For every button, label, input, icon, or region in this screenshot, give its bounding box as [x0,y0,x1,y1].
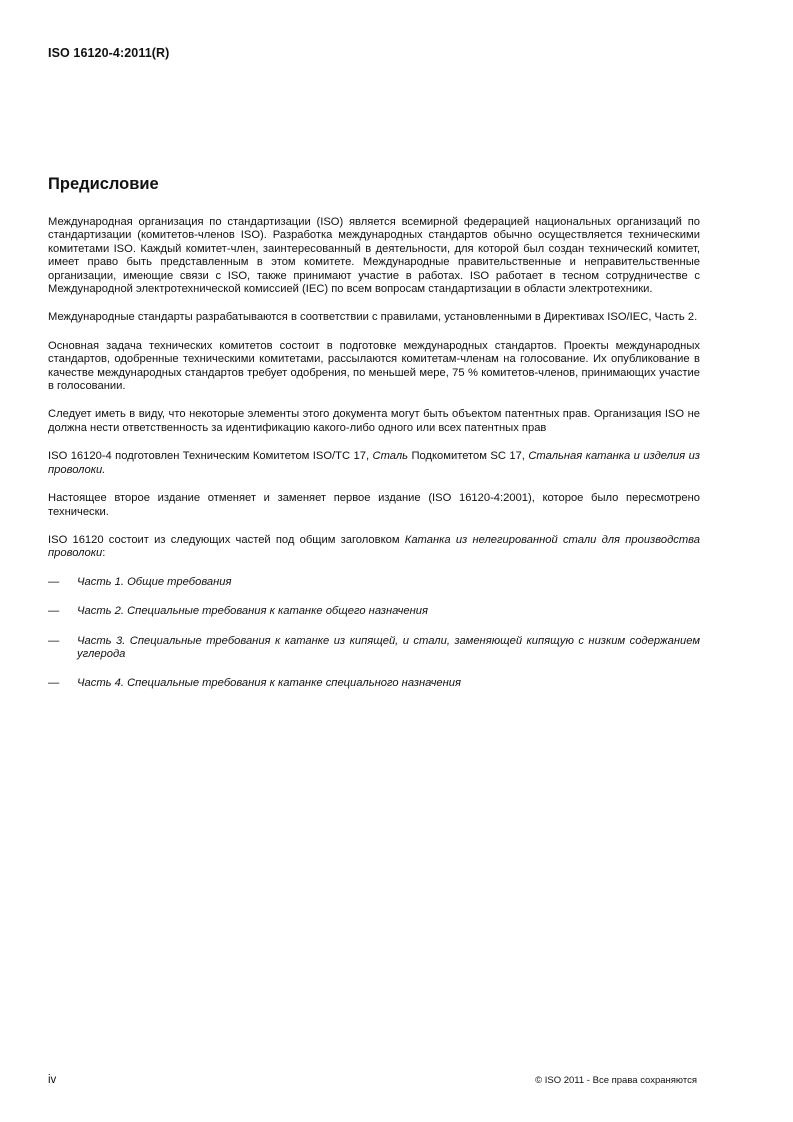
paragraph-edition: Настоящее второе издание отменяет и заменяет первое издание (ISO 16120-4:2001), которое было пересмотрено технически. [48,492,700,518]
prepared-by-text: ISO 16120-4 подготовлен Техническим Комитетом ISO/TC 17, [48,450,373,463]
document-id: ISO 16120-4:2011(R) [48,46,170,60]
paragraph-technical-committees: Основная задача технических комитетов состоит в подготовке международных стандартов. Проекты международных стандартов, одобренные техническими комитетами, рассылаются комитетам-членам на голосование. Их опубликование в качестве международных стандартов требует одобрения, по меньшей мере, 75 % комитетов-членов, принимающих участие в голосовании. [48,339,700,393]
parts-intro-colon: : [102,547,106,560]
list-item-text: Часть 2. Специальные требования к катанке общего назначения [77,605,429,618]
list-item [48,635,700,662]
subcommittee-text: Подкомитетом SC 17, [408,450,529,463]
list-item-text: Часть 3. Специальные требования к катанке из кипящей, и стали, заменяющей кипящую с низким содержанием углерода [77,634,700,660]
paragraph-parts-intro [48,534,700,561]
section-title: Предисловие [48,175,159,193]
committee-subject: Сталь [372,450,409,463]
list-item [48,605,700,618]
paragraph-patent-rights: Следует иметь в виду, что некоторые элементы этого документа могут быть объектом патентных прав. Организация ISO не должна нести ответственность за идентификацию какого-либо одного или всех патентных прав [48,408,700,434]
list-item-text: Часть 4. Специальные требования к катанке специального назначения [77,677,462,690]
list-item-text: Часть 1. Общие требования [77,575,232,588]
list-dash: — [48,677,60,690]
list-item [48,677,700,690]
foreword-body [48,216,700,707]
copyright-notice: © ISO 2011 - Все права сохраняются [535,1075,697,1086]
paragraph-iso-organization: Международная организация по стандартизации (ISO) является всемирной федерацией национальных организаций по стандартизации (комитетов-членов ISO). Разработка международных стандартов обычно осуществляется техническими комитетами ISO. Каждый комитет-член, заинтересованный в деятельности, для которой был создан технический комитет, имеет право быть представленным в этом комитете. Международные правительственные и неправительственные организации, имеющие связи с ISO, также принимают участие в работах. ISO работает в тесном сотрудничестве с Международной электротехнической комиссией (IEC) по всем вопросам стандартизации в области электротехники. [48,216,700,296]
page-number: iv [48,1074,57,1086]
paragraph-directives: Международные стандарты разрабатываются в соответствии с правилами, установленными в Директивах ISO/IEC, Часть 2. [48,311,698,324]
paragraph-prepared-by [48,450,700,477]
parts-list [48,576,700,691]
list-dash: — [48,575,60,588]
list-dash: — [48,634,60,647]
list-item [48,576,700,589]
list-dash: — [48,605,60,618]
parts-intro-text: ISO 16120 состоит из следующих частей под общим заголовком [48,533,405,546]
subcommittee-subject: Стальная катанка и изделия из проволоки. [48,450,701,476]
general-title: Катанка из нелегированной стали для производства проволоки [48,533,700,560]
